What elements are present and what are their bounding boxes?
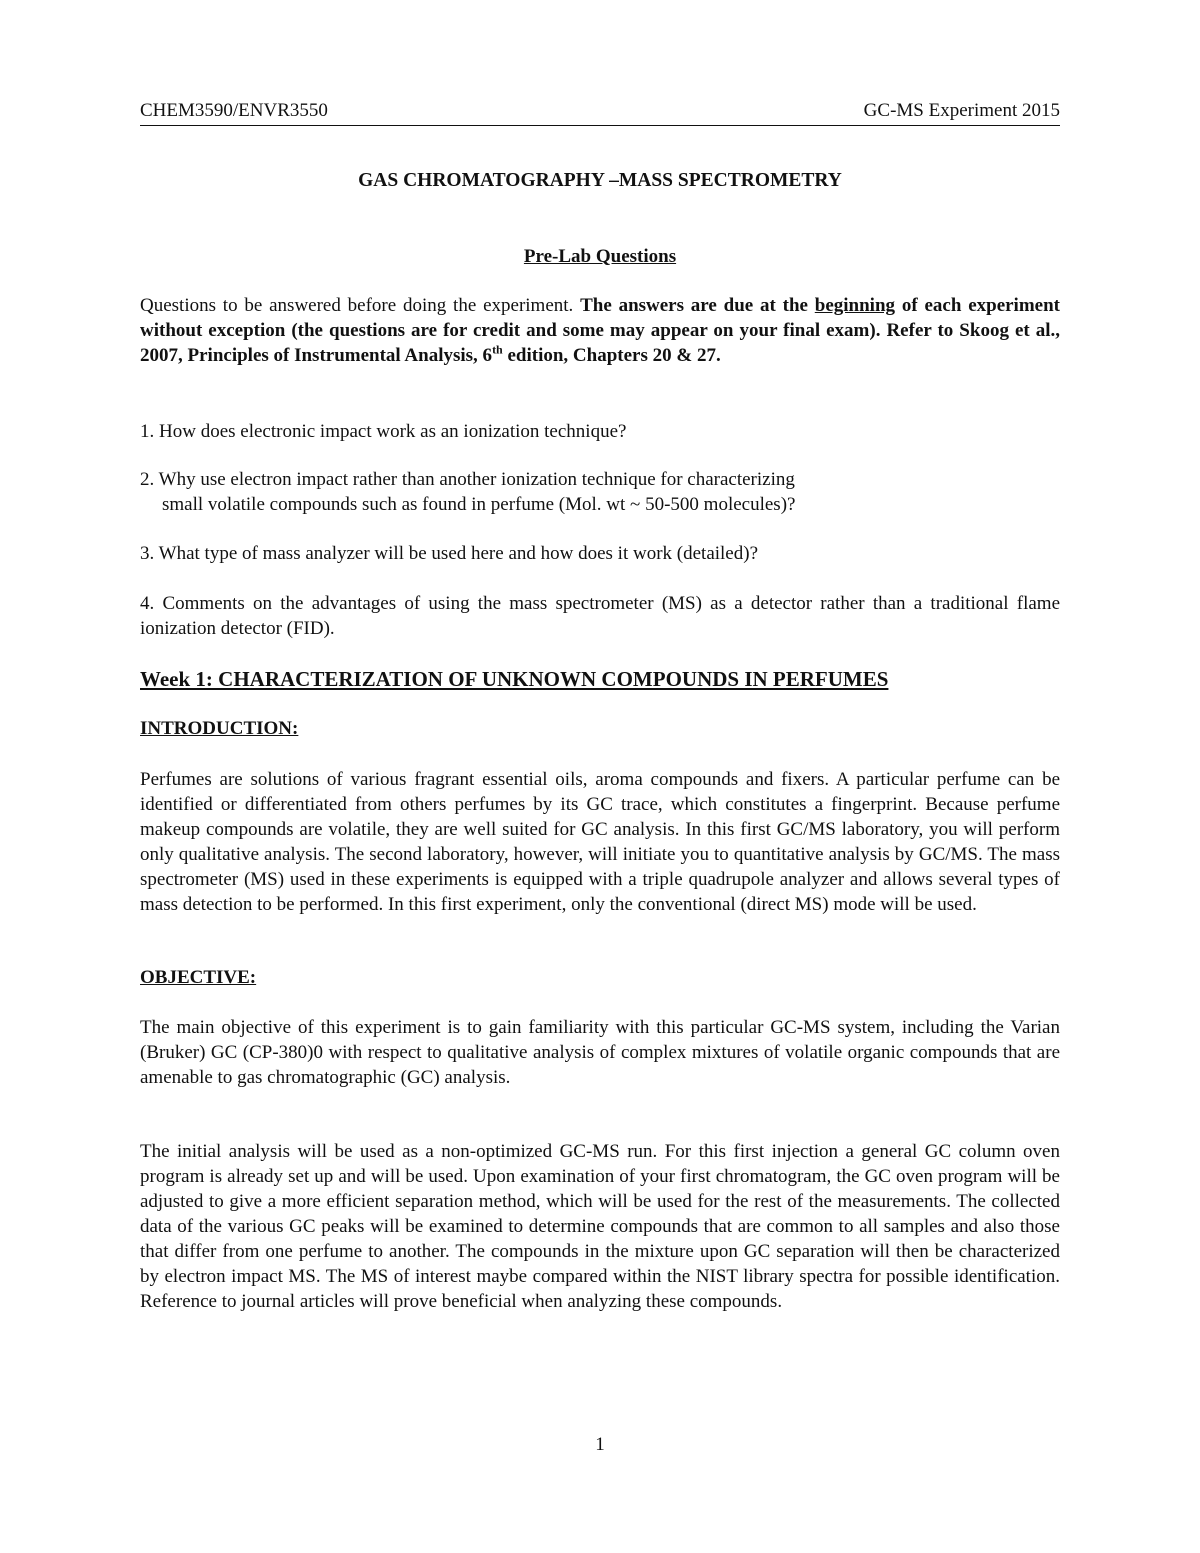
- prelab-intro-bold-1: The answers are due at the: [580, 295, 815, 316]
- objective-heading: OBJECTIVE:: [140, 967, 257, 988]
- introduction-heading: INTRODUCTION:: [140, 718, 299, 739]
- document-page: [140, 0, 1060, 1553]
- prelab-intro-sup: th: [492, 342, 503, 357]
- question-1: 1. How does electronic impact work as an ionization technique?: [140, 421, 627, 442]
- question-2: [140, 467, 1060, 517]
- course-code: CHEM3590/ENVR3550: [140, 100, 328, 121]
- objective-paragraph-2: The initial analysis will be used as a non-optimized GC-MS run. For this first injection a general GC column oven program is already set up and will be used. Upon examination of your first chromatogram, the GC oven program will be adjusted to give a more efficient separation method, which will be used for the rest of the measurements. The collected data of the various GC peaks will be examined to determine compounds that are common to all samples and also those that differ from one perfume to another. The compounds in the mixture upon GC separation will then be characterized by electron impact MS. The MS of interest maybe compared within the NIST library spectra for possible identification. Reference to journal articles will prove beneficial when analyzing these compounds.: [140, 1141, 1060, 1312]
- question-2-line-1: 2. Why use electron impact rather than another ionization technique for characterizing: [140, 469, 795, 490]
- question-3: 3. What type of mass analyzer will be used here and how does it work (detailed)?: [140, 543, 759, 564]
- week-1-heading: Week 1: CHARACTERIZATION OF UNKNOWN COMPOUNDS IN PERFUMES: [140, 667, 889, 691]
- prelab-intro-plain: Questions to be answered before doing the experiment.: [140, 295, 581, 316]
- running-header: [140, 99, 1060, 126]
- question-4: 4. Comments on the advantages of using the mass spectrometer (MS) as a detector rather than a traditional flame ionization detector (FID).: [140, 593, 1060, 639]
- page-number: 1: [595, 1434, 605, 1455]
- objective-paragraph-1: The main objective of this experiment is to gain familiarity with this particular GC-MS system, including the Varian (Bruker) GC (CP-380)0 with respect to qualitative analysis of complex mixtures of volatile organic compounds that are amenable to gas chromatographic (GC) analysis.: [140, 1017, 1060, 1088]
- introduction-paragraph: Perfumes are solutions of various fragrant essential oils, aroma compounds and fixers. A particular perfume can be identified or differentiated from others perfumes by its GC trace, which constitutes a fingerprint. Because perfume makeup compounds are volatile, they are well suited for GC analysis. In this first GC/MS laboratory, you will perform only qualitative analysis. The second laboratory, however, will initiate you to quantitative analysis by GC/MS. The mass spectrometer (MS) used in these experiments is equipped with a triple quadrupole analyzer and allows several types of mass detection to be performed. In this first experiment, only the conventional (direct MS) mode will be used.: [140, 769, 1060, 915]
- prelab-heading: Pre-Lab Questions: [523, 246, 677, 267]
- document-title: GAS CHROMATOGRAPHY –MASS SPECTROMETRY: [358, 170, 842, 191]
- prelab-intro-bold-2: of each experiment without exception (the questions are for credit and some may appear on your final exam). Refer to Skoog et al., 2007, Principles of Instrumental Analysis, 6: [140, 295, 1060, 366]
- question-2-line-2: small volatile compounds such as found in perfume (Mol. wt ~ 50-500 molecules)?: [162, 494, 796, 515]
- experiment-label: GC-MS Experiment 2015: [863, 100, 1060, 121]
- prelab-intro-beginning: beginning: [814, 295, 896, 316]
- prelab-intro-bold-3: edition, Chapters 20 & 27.: [502, 345, 721, 366]
- prelab-intro: [140, 293, 1060, 368]
